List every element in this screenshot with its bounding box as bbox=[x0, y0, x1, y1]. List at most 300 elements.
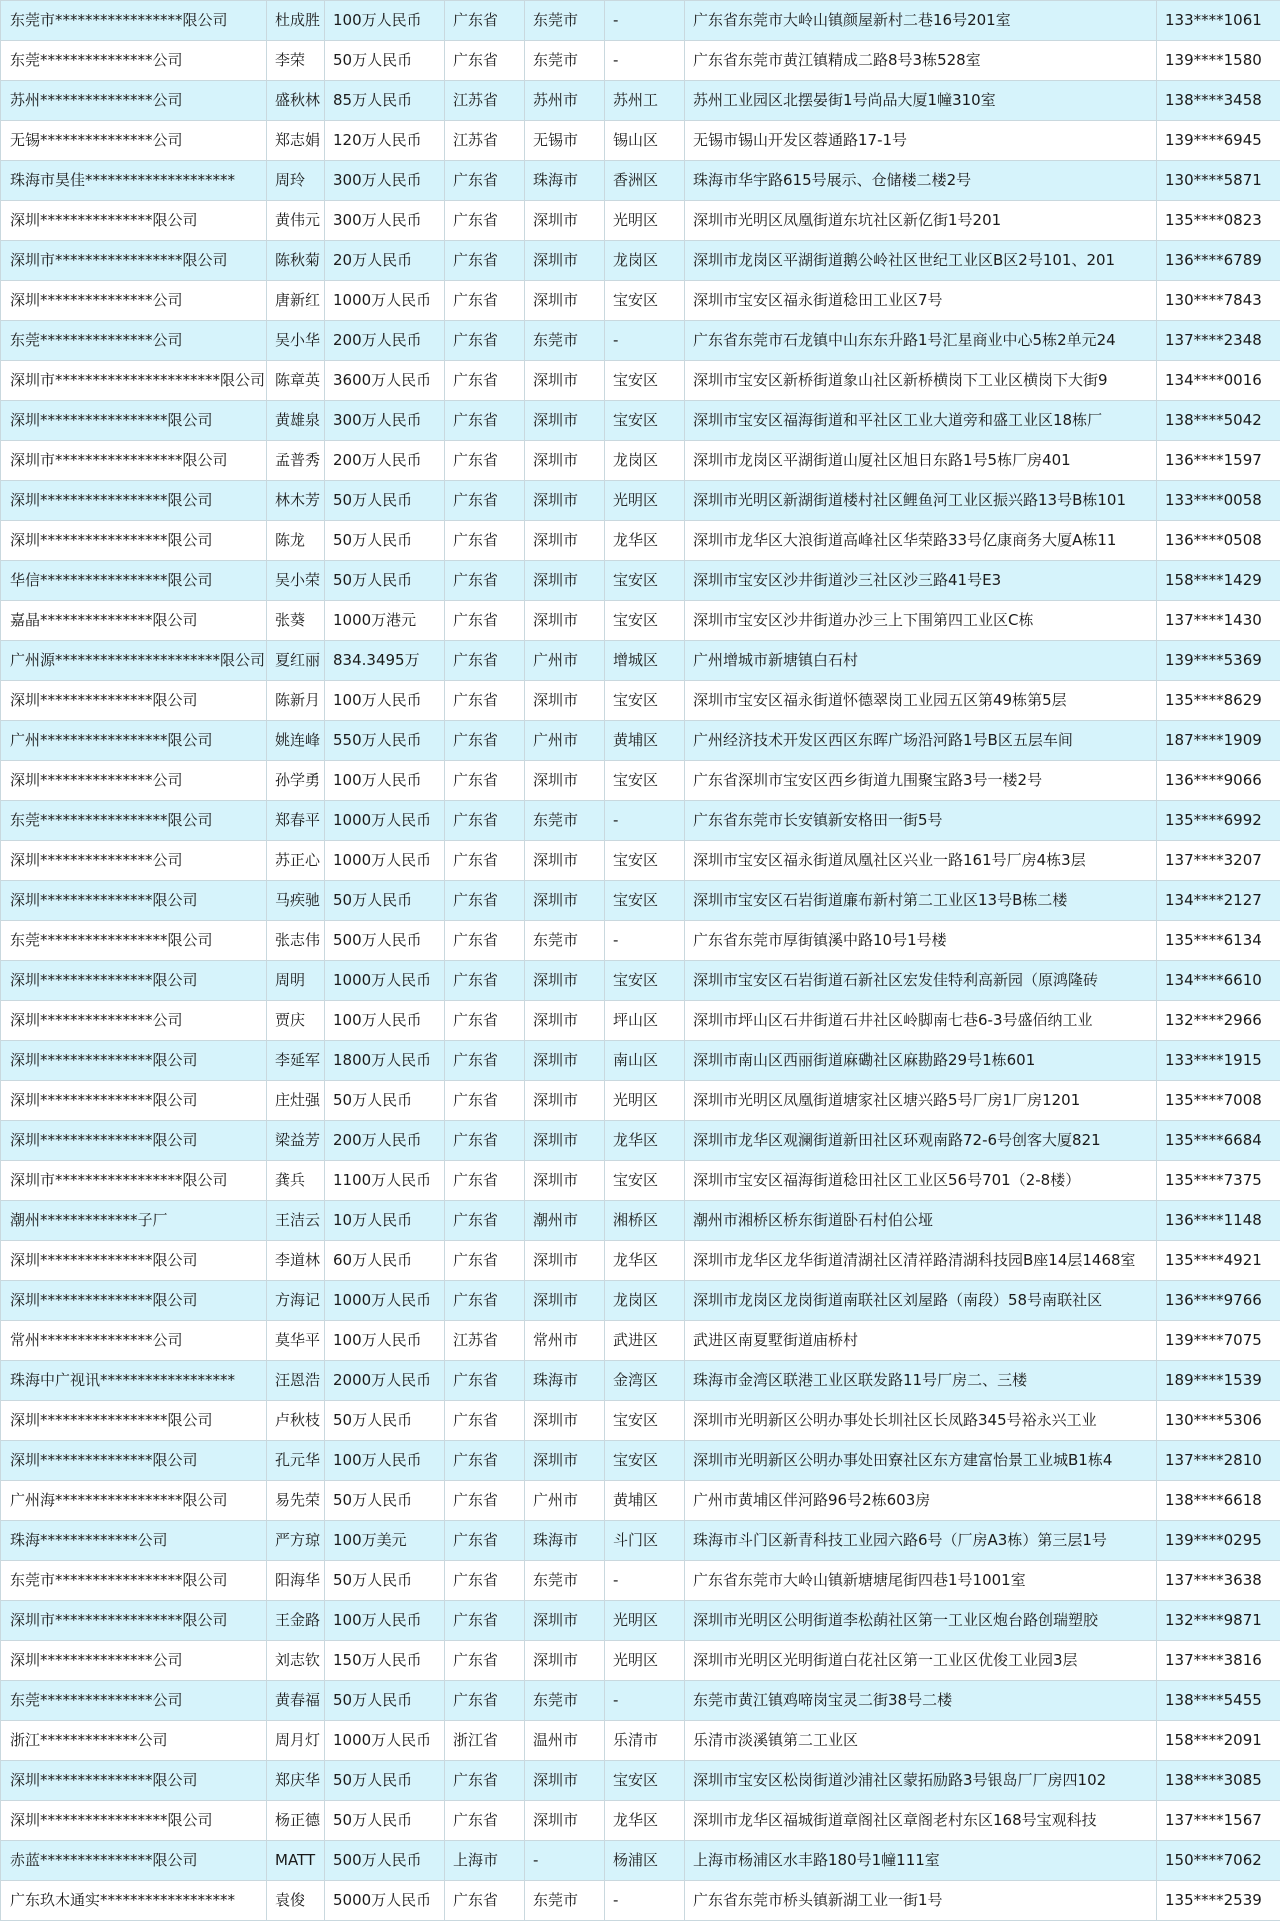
province-cell: 广东省 bbox=[445, 1641, 525, 1681]
registered-capital-cell: 10万人民币 bbox=[325, 1201, 445, 1241]
city-cell: 苏州市 bbox=[525, 81, 605, 121]
phone-cell: 137****3816 bbox=[1157, 1641, 1280, 1681]
company-name-cell: 深圳*****************限公司 bbox=[1, 1401, 267, 1441]
table-row bbox=[1, 761, 1280, 801]
city-cell: 深圳市 bbox=[525, 761, 605, 801]
registered-capital-cell: 50万人民币 bbox=[325, 41, 445, 81]
company-name-cell: 广州*****************限公司 bbox=[1, 721, 267, 761]
phone-cell: 138****6618 bbox=[1157, 1481, 1280, 1521]
district-cell: 金湾区 bbox=[605, 1361, 685, 1401]
address-cell: 苏州工业园区北摆晏街1号尚品大厦1幢310室 bbox=[685, 81, 1157, 121]
city-cell: 潮州市 bbox=[525, 1201, 605, 1241]
table-row bbox=[1, 1401, 1280, 1441]
registered-capital-cell: 200万人民币 bbox=[325, 321, 445, 361]
phone-cell: 138****3085 bbox=[1157, 1761, 1280, 1801]
address-cell: 深圳市宝安区福海街道和平社区工业大道旁和盛工业区18栋厂 bbox=[685, 401, 1157, 441]
phone-cell: 137****2348 bbox=[1157, 321, 1280, 361]
phone-cell: 135****8629 bbox=[1157, 681, 1280, 721]
company-name-cell: 深圳***************限公司 bbox=[1, 1761, 267, 1801]
province-cell: 广东省 bbox=[445, 161, 525, 201]
registered-capital-cell: 1000万港元 bbox=[325, 601, 445, 641]
city-cell: 东莞市 bbox=[525, 321, 605, 361]
phone-cell: 189****1539 bbox=[1157, 1361, 1280, 1401]
address-cell: 深圳市龙华区龙华街道清湖社区清祥路清湖科技园B座14层1468室 bbox=[685, 1241, 1157, 1281]
address-cell: 上海市杨浦区水丰路180号1幢111室 bbox=[685, 1841, 1157, 1881]
registered-capital-cell: 200万人民币 bbox=[325, 441, 445, 481]
registered-capital-cell: 500万人民币 bbox=[325, 1841, 445, 1881]
company-name-cell: 深圳***************公司 bbox=[1, 761, 267, 801]
legal-rep-cell: 张志伟 bbox=[267, 921, 325, 961]
table-row bbox=[1, 1161, 1280, 1201]
registered-capital-cell: 1000万人民币 bbox=[325, 841, 445, 881]
district-cell: 宝安区 bbox=[605, 601, 685, 641]
address-cell: 广东省东莞市大岭山镇新塘塘尾街四巷1号1001室 bbox=[685, 1561, 1157, 1601]
legal-rep-cell: 阳海华 bbox=[267, 1561, 325, 1601]
province-cell: 江苏省 bbox=[445, 1321, 525, 1361]
province-cell: 广东省 bbox=[445, 681, 525, 721]
phone-cell: 139****6945 bbox=[1157, 121, 1280, 161]
address-cell: 深圳市光明区公明街道李松蓢社区第一工业区炮台路创瑞塑胶 bbox=[685, 1601, 1157, 1641]
table-row bbox=[1, 241, 1280, 281]
district-cell: 香洲区 bbox=[605, 161, 685, 201]
legal-rep-cell: 陈龙 bbox=[267, 521, 325, 561]
address-cell: 广州经济技术开发区西区东晖广场沿河路1号B区五层车间 bbox=[685, 721, 1157, 761]
table-row bbox=[1, 961, 1280, 1001]
phone-cell: 137****1430 bbox=[1157, 601, 1280, 641]
province-cell: 广东省 bbox=[445, 881, 525, 921]
table-row bbox=[1, 1361, 1280, 1401]
registered-capital-cell: 300万人民币 bbox=[325, 201, 445, 241]
legal-rep-cell: 孙学勇 bbox=[267, 761, 325, 801]
address-cell: 深圳市光明区凤凰街道东坑社区新亿街1号201 bbox=[685, 201, 1157, 241]
company-name-cell: 东莞***************公司 bbox=[1, 1681, 267, 1721]
registered-capital-cell: 50万人民币 bbox=[325, 1401, 445, 1441]
city-cell: 深圳市 bbox=[525, 1801, 605, 1841]
registered-capital-cell: 300万人民币 bbox=[325, 161, 445, 201]
province-cell: 广东省 bbox=[445, 1481, 525, 1521]
city-cell: 东莞市 bbox=[525, 921, 605, 961]
district-cell: 斗门区 bbox=[605, 1521, 685, 1561]
table-row bbox=[1, 1121, 1280, 1161]
company-name-cell: 深圳市*****************限公司 bbox=[1, 1161, 267, 1201]
table-row bbox=[1, 721, 1280, 761]
company-name-cell: 东莞*****************限公司 bbox=[1, 921, 267, 961]
address-cell: 深圳市龙岗区龙岗街道南联社区刘屋路（南段）58号南联社区 bbox=[685, 1281, 1157, 1321]
district-cell: 光明区 bbox=[605, 1641, 685, 1681]
city-cell: 深圳市 bbox=[525, 1001, 605, 1041]
district-cell: 龙岗区 bbox=[605, 441, 685, 481]
province-cell: 广东省 bbox=[445, 1041, 525, 1081]
legal-rep-cell: 卢秋枝 bbox=[267, 1401, 325, 1441]
registered-capital-cell: 1000万人民币 bbox=[325, 1721, 445, 1761]
district-cell: 龙岗区 bbox=[605, 1281, 685, 1321]
address-cell: 深圳市宝安区石岩街道石新社区宏发佳特利高新园（原鸿隆砖 bbox=[685, 961, 1157, 1001]
address-cell: 深圳市龙华区观澜街道新田社区环观南路72-6号创客大厦821 bbox=[685, 1121, 1157, 1161]
district-cell: 宝安区 bbox=[605, 1401, 685, 1441]
table-row bbox=[1, 1481, 1280, 1521]
table-body bbox=[1, 1, 1280, 1921]
table-row bbox=[1, 1001, 1280, 1041]
address-cell: 深圳市光明区凤凰街道塘家社区塘兴路5号厂房1厂房1201 bbox=[685, 1081, 1157, 1121]
phone-cell: 136****6789 bbox=[1157, 241, 1280, 281]
address-cell: 深圳市宝安区沙井街道办沙三上下围第四工业区C栋 bbox=[685, 601, 1157, 641]
address-cell: 珠海市金湾区联港工业区联发路11号厂房二、三楼 bbox=[685, 1361, 1157, 1401]
phone-cell: 135****4921 bbox=[1157, 1241, 1280, 1281]
address-cell: 广州增城市新塘镇白石村 bbox=[685, 641, 1157, 681]
legal-rep-cell: 周玲 bbox=[267, 161, 325, 201]
district-cell: - bbox=[605, 1, 685, 41]
phone-cell: 138****3458 bbox=[1157, 81, 1280, 121]
city-cell: 珠海市 bbox=[525, 161, 605, 201]
company-name-cell: 深圳***************限公司 bbox=[1, 1041, 267, 1081]
company-name-cell: 深圳***************公司 bbox=[1, 841, 267, 881]
registered-capital-cell: 50万人民币 bbox=[325, 481, 445, 521]
company-name-cell: 深圳***************限公司 bbox=[1, 881, 267, 921]
city-cell: 温州市 bbox=[525, 1721, 605, 1761]
registered-capital-cell: 50万人民币 bbox=[325, 561, 445, 601]
district-cell: 宝安区 bbox=[605, 1441, 685, 1481]
province-cell: 广东省 bbox=[445, 961, 525, 1001]
phone-cell: 158****2091 bbox=[1157, 1721, 1280, 1761]
province-cell: 广东省 bbox=[445, 401, 525, 441]
address-cell: 深圳市龙华区大浪街道高峰社区华荣路33号亿康商务大厦A栋11 bbox=[685, 521, 1157, 561]
address-cell: 深圳市龙华区福城街道章阁社区章阁老村东区168号宝观科技 bbox=[685, 1801, 1157, 1841]
legal-rep-cell: 孔元华 bbox=[267, 1441, 325, 1481]
legal-rep-cell: 郑庆华 bbox=[267, 1761, 325, 1801]
address-cell: 深圳市宝安区福永街道稔田工业区7号 bbox=[685, 281, 1157, 321]
legal-rep-cell: 孟普秀 bbox=[267, 441, 325, 481]
phone-cell: 139****0295 bbox=[1157, 1521, 1280, 1561]
address-cell: 深圳市南山区西丽街道麻磡社区麻勘路29号1栋601 bbox=[685, 1041, 1157, 1081]
district-cell: 湘桥区 bbox=[605, 1201, 685, 1241]
table-row bbox=[1, 1881, 1280, 1921]
registered-capital-cell: 1000万人民币 bbox=[325, 1281, 445, 1321]
legal-rep-cell: 李道林 bbox=[267, 1241, 325, 1281]
district-cell: 宝安区 bbox=[605, 401, 685, 441]
table-row bbox=[1, 441, 1280, 481]
district-cell: 乐清市 bbox=[605, 1721, 685, 1761]
company-name-cell: 深圳*****************限公司 bbox=[1, 481, 267, 521]
phone-cell: 135****6992 bbox=[1157, 801, 1280, 841]
phone-cell: 187****1909 bbox=[1157, 721, 1280, 761]
city-cell: 深圳市 bbox=[525, 1041, 605, 1081]
phone-cell: 136****9766 bbox=[1157, 1281, 1280, 1321]
city-cell: 深圳市 bbox=[525, 841, 605, 881]
registered-capital-cell: 1000万人民币 bbox=[325, 801, 445, 841]
company-name-cell: 浙江*************公司 bbox=[1, 1721, 267, 1761]
province-cell: 广东省 bbox=[445, 321, 525, 361]
company-name-cell: 华信*****************限公司 bbox=[1, 561, 267, 601]
province-cell: 广东省 bbox=[445, 241, 525, 281]
phone-cell: 139****1580 bbox=[1157, 41, 1280, 81]
legal-rep-cell: 周月灯 bbox=[267, 1721, 325, 1761]
address-cell: 无锡市锡山开发区蓉通路17-1号 bbox=[685, 121, 1157, 161]
province-cell: 广东省 bbox=[445, 361, 525, 401]
city-cell: 珠海市 bbox=[525, 1521, 605, 1561]
phone-cell: 138****5455 bbox=[1157, 1681, 1280, 1721]
province-cell: 广东省 bbox=[445, 281, 525, 321]
district-cell: 宝安区 bbox=[605, 281, 685, 321]
company-name-cell: 常州***************公司 bbox=[1, 1321, 267, 1361]
table-row bbox=[1, 601, 1280, 641]
province-cell: 广东省 bbox=[445, 561, 525, 601]
registered-capital-cell: 550万人民币 bbox=[325, 721, 445, 761]
city-cell: 深圳市 bbox=[525, 681, 605, 721]
city-cell: 东莞市 bbox=[525, 1681, 605, 1721]
table-row bbox=[1, 81, 1280, 121]
phone-cell: 150****7062 bbox=[1157, 1841, 1280, 1881]
address-cell: 广州市黄埔区伴河路96号2栋603房 bbox=[685, 1481, 1157, 1521]
phone-cell: 136****0508 bbox=[1157, 521, 1280, 561]
province-cell: 广东省 bbox=[445, 1601, 525, 1641]
company-name-cell: 深圳***************公司 bbox=[1, 1001, 267, 1041]
city-cell: 深圳市 bbox=[525, 1601, 605, 1641]
registered-capital-cell: 150万人民币 bbox=[325, 1641, 445, 1681]
district-cell: 龙岗区 bbox=[605, 241, 685, 281]
phone-cell: 134****2127 bbox=[1157, 881, 1280, 921]
table-row bbox=[1, 281, 1280, 321]
address-cell: 东莞市黄江镇鸡啼岗宝灵二街38号二楼 bbox=[685, 1681, 1157, 1721]
district-cell: 龙华区 bbox=[605, 1801, 685, 1841]
table-row bbox=[1, 1281, 1280, 1321]
district-cell: 锡山区 bbox=[605, 121, 685, 161]
legal-rep-cell: 刘志钦 bbox=[267, 1641, 325, 1681]
district-cell: - bbox=[605, 41, 685, 81]
district-cell: 龙华区 bbox=[605, 1121, 685, 1161]
city-cell: 深圳市 bbox=[525, 1161, 605, 1201]
company-name-cell: 东莞***************公司 bbox=[1, 41, 267, 81]
registered-capital-cell: 1800万人民币 bbox=[325, 1041, 445, 1081]
address-cell: 深圳市光明区光明街道白花社区第一工业区优俊工业园3层 bbox=[685, 1641, 1157, 1681]
table-row bbox=[1, 1761, 1280, 1801]
district-cell: 坪山区 bbox=[605, 1001, 685, 1041]
table-row bbox=[1, 1321, 1280, 1361]
table-row bbox=[1, 1841, 1280, 1881]
city-cell: 珠海市 bbox=[525, 1361, 605, 1401]
province-cell: 广东省 bbox=[445, 201, 525, 241]
address-cell: 武进区南夏墅街道庙桥村 bbox=[685, 1321, 1157, 1361]
registered-capital-cell: 100万人民币 bbox=[325, 1321, 445, 1361]
address-cell: 广东省东莞市厚街镇溪中路10号1号楼 bbox=[685, 921, 1157, 961]
province-cell: 广东省 bbox=[445, 41, 525, 81]
phone-cell: 134****6610 bbox=[1157, 961, 1280, 1001]
legal-rep-cell: 盛秋林 bbox=[267, 81, 325, 121]
district-cell: 宝安区 bbox=[605, 1761, 685, 1801]
registered-capital-cell: 200万人民币 bbox=[325, 1121, 445, 1161]
district-cell: 黄埔区 bbox=[605, 1481, 685, 1521]
phone-cell: 135****6134 bbox=[1157, 921, 1280, 961]
legal-rep-cell: 王金路 bbox=[267, 1601, 325, 1641]
province-cell: 江苏省 bbox=[445, 121, 525, 161]
table-row bbox=[1, 921, 1280, 961]
legal-rep-cell: 张葵 bbox=[267, 601, 325, 641]
province-cell: 广东省 bbox=[445, 1, 525, 41]
phone-cell: 137****2810 bbox=[1157, 1441, 1280, 1481]
phone-cell: 139****7075 bbox=[1157, 1321, 1280, 1361]
province-cell: 江苏省 bbox=[445, 81, 525, 121]
district-cell: 宝安区 bbox=[605, 1161, 685, 1201]
province-cell: 广东省 bbox=[445, 1441, 525, 1481]
registered-capital-cell: 100万人民币 bbox=[325, 1, 445, 41]
address-cell: 珠海市华宇路615号展示、仓储楼二楼2号 bbox=[685, 161, 1157, 201]
city-cell: 深圳市 bbox=[525, 1761, 605, 1801]
city-cell: 广州市 bbox=[525, 1481, 605, 1521]
registered-capital-cell: 100万美元 bbox=[325, 1521, 445, 1561]
district-cell: 增城区 bbox=[605, 641, 685, 681]
registered-capital-cell: 120万人民币 bbox=[325, 121, 445, 161]
legal-rep-cell: 方海记 bbox=[267, 1281, 325, 1321]
registered-capital-cell: 50万人民币 bbox=[325, 1561, 445, 1601]
district-cell: - bbox=[605, 1561, 685, 1601]
registered-capital-cell: 2000万人民币 bbox=[325, 1361, 445, 1401]
city-cell: 深圳市 bbox=[525, 361, 605, 401]
registered-capital-cell: 300万人民币 bbox=[325, 401, 445, 441]
legal-rep-cell: 易先荣 bbox=[267, 1481, 325, 1521]
city-cell: 常州市 bbox=[525, 1321, 605, 1361]
city-cell: 东莞市 bbox=[525, 1, 605, 41]
company-name-cell: 深圳市*****************限公司 bbox=[1, 1601, 267, 1641]
province-cell: 广东省 bbox=[445, 841, 525, 881]
company-name-cell: 广东玖木通实****************** bbox=[1, 1881, 267, 1921]
registered-capital-cell: 50万人民币 bbox=[325, 1681, 445, 1721]
legal-rep-cell: MATT bbox=[267, 1841, 325, 1881]
phone-cell: 135****7008 bbox=[1157, 1081, 1280, 1121]
legal-rep-cell: 夏红丽 bbox=[267, 641, 325, 681]
address-cell: 广东省东莞市黄江镇精成二路8号3栋528室 bbox=[685, 41, 1157, 81]
province-cell: 广东省 bbox=[445, 1201, 525, 1241]
address-cell: 深圳市宝安区福永街道凤凰社区兴业一路161号厂房4栋3层 bbox=[685, 841, 1157, 881]
phone-cell: 138****5042 bbox=[1157, 401, 1280, 441]
phone-cell: 136****9066 bbox=[1157, 761, 1280, 801]
table-row bbox=[1, 681, 1280, 721]
address-cell: 珠海市斗门区新青科技工业园六路6号（厂房A3栋）第三层1号 bbox=[685, 1521, 1157, 1561]
city-cell: 东莞市 bbox=[525, 801, 605, 841]
city-cell: 东莞市 bbox=[525, 1881, 605, 1921]
company-name-cell: 深圳***************公司 bbox=[1, 1641, 267, 1681]
province-cell: 广东省 bbox=[445, 1121, 525, 1161]
phone-cell: 132****9871 bbox=[1157, 1601, 1280, 1641]
city-cell: 深圳市 bbox=[525, 1401, 605, 1441]
company-name-cell: 赤蓝***************限公司 bbox=[1, 1841, 267, 1881]
province-cell: 上海市 bbox=[445, 1841, 525, 1881]
district-cell: 黄埔区 bbox=[605, 721, 685, 761]
province-cell: 广东省 bbox=[445, 1761, 525, 1801]
company-name-cell: 深圳***************公司 bbox=[1, 281, 267, 321]
table-row bbox=[1, 401, 1280, 441]
table-row bbox=[1, 1521, 1280, 1561]
district-cell: 光明区 bbox=[605, 1081, 685, 1121]
address-cell: 深圳市宝安区石岩街道廉布新村第二工业区13号B栋二楼 bbox=[685, 881, 1157, 921]
legal-rep-cell: 周明 bbox=[267, 961, 325, 1001]
legal-rep-cell: 黄春福 bbox=[267, 1681, 325, 1721]
company-name-cell: 广州源**********************限公司 bbox=[1, 641, 267, 681]
province-cell: 广东省 bbox=[445, 1161, 525, 1201]
district-cell: 武进区 bbox=[605, 1321, 685, 1361]
address-cell: 深圳市宝安区松岗街道沙浦社区蒙拓励路3号银岛厂厂房四102 bbox=[685, 1761, 1157, 1801]
city-cell: 深圳市 bbox=[525, 1281, 605, 1321]
phone-cell: 135****6684 bbox=[1157, 1121, 1280, 1161]
table-row bbox=[1, 1561, 1280, 1601]
address-cell: 深圳市宝安区福永街道怀德翠岗工业园五区第49栋第5层 bbox=[685, 681, 1157, 721]
district-cell: 宝安区 bbox=[605, 961, 685, 1001]
company-name-cell: 深圳***************限公司 bbox=[1, 201, 267, 241]
company-name-cell: 苏州***************公司 bbox=[1, 81, 267, 121]
address-cell: 深圳市宝安区沙井街道沙三社区沙三路41号E3 bbox=[685, 561, 1157, 601]
city-cell: 深圳市 bbox=[525, 1241, 605, 1281]
phone-cell: 130****7843 bbox=[1157, 281, 1280, 321]
registered-capital-cell: 50万人民币 bbox=[325, 1481, 445, 1521]
district-cell: - bbox=[605, 321, 685, 361]
city-cell: 深圳市 bbox=[525, 601, 605, 641]
district-cell: 苏州工 bbox=[605, 81, 685, 121]
city-cell: 深圳市 bbox=[525, 1441, 605, 1481]
registered-capital-cell: 60万人民币 bbox=[325, 1241, 445, 1281]
legal-rep-cell: 黄雄泉 bbox=[267, 401, 325, 441]
address-cell: 广东省东莞市大岭山镇颜屋新村二巷16号201室 bbox=[685, 1, 1157, 41]
legal-rep-cell: 陈新月 bbox=[267, 681, 325, 721]
province-cell: 广东省 bbox=[445, 601, 525, 641]
phone-cell: 139****5369 bbox=[1157, 641, 1280, 681]
legal-rep-cell: 郑春平 bbox=[267, 801, 325, 841]
phone-cell: 133****1061 bbox=[1157, 1, 1280, 41]
legal-rep-cell: 贾庆 bbox=[267, 1001, 325, 1041]
registered-capital-cell: 834.3495万 bbox=[325, 641, 445, 681]
district-cell: 宝安区 bbox=[605, 761, 685, 801]
district-cell: - bbox=[605, 801, 685, 841]
company-name-cell: 深圳***************限公司 bbox=[1, 1241, 267, 1281]
table-row bbox=[1, 1441, 1280, 1481]
district-cell: 宝安区 bbox=[605, 361, 685, 401]
district-cell: 宝安区 bbox=[605, 681, 685, 721]
table-row bbox=[1, 521, 1280, 561]
address-cell: 乐清市淡溪镇第二工业区 bbox=[685, 1721, 1157, 1761]
legal-rep-cell: 汪恩浩 bbox=[267, 1361, 325, 1401]
table-row bbox=[1, 121, 1280, 161]
city-cell: 广州市 bbox=[525, 721, 605, 761]
city-cell: 深圳市 bbox=[525, 241, 605, 281]
phone-cell: 158****1429 bbox=[1157, 561, 1280, 601]
registered-capital-cell: 1000万人民币 bbox=[325, 281, 445, 321]
legal-rep-cell: 姚连峰 bbox=[267, 721, 325, 761]
table-row bbox=[1, 561, 1280, 601]
legal-rep-cell: 莫华平 bbox=[267, 1321, 325, 1361]
registered-capital-cell: 50万人民币 bbox=[325, 1081, 445, 1121]
company-name-cell: 广州海*****************限公司 bbox=[1, 1481, 267, 1521]
phone-cell: 135****7375 bbox=[1157, 1161, 1280, 1201]
company-name-cell: 东莞市*****************限公司 bbox=[1, 1561, 267, 1601]
city-cell: 深圳市 bbox=[525, 481, 605, 521]
district-cell: 光明区 bbox=[605, 481, 685, 521]
registered-capital-cell: 1100万人民币 bbox=[325, 1161, 445, 1201]
province-cell: 广东省 bbox=[445, 1361, 525, 1401]
district-cell: - bbox=[605, 1881, 685, 1921]
table-row bbox=[1, 881, 1280, 921]
legal-rep-cell: 庄灶强 bbox=[267, 1081, 325, 1121]
legal-rep-cell: 杨正德 bbox=[267, 1801, 325, 1841]
city-cell: 深圳市 bbox=[525, 1081, 605, 1121]
legal-rep-cell: 苏正心 bbox=[267, 841, 325, 881]
company-name-cell: 无锡***************公司 bbox=[1, 121, 267, 161]
address-cell: 深圳市宝安区新桥街道象山社区新桥横岗下工业区横岗下大街9 bbox=[685, 361, 1157, 401]
legal-rep-cell: 唐新红 bbox=[267, 281, 325, 321]
district-cell: 宝安区 bbox=[605, 561, 685, 601]
phone-cell: 137****1567 bbox=[1157, 1801, 1280, 1841]
registered-capital-cell: 50万人民币 bbox=[325, 1801, 445, 1841]
district-cell: 宝安区 bbox=[605, 841, 685, 881]
table-row bbox=[1, 321, 1280, 361]
company-name-cell: 东莞***************公司 bbox=[1, 321, 267, 361]
province-cell: 广东省 bbox=[445, 641, 525, 681]
